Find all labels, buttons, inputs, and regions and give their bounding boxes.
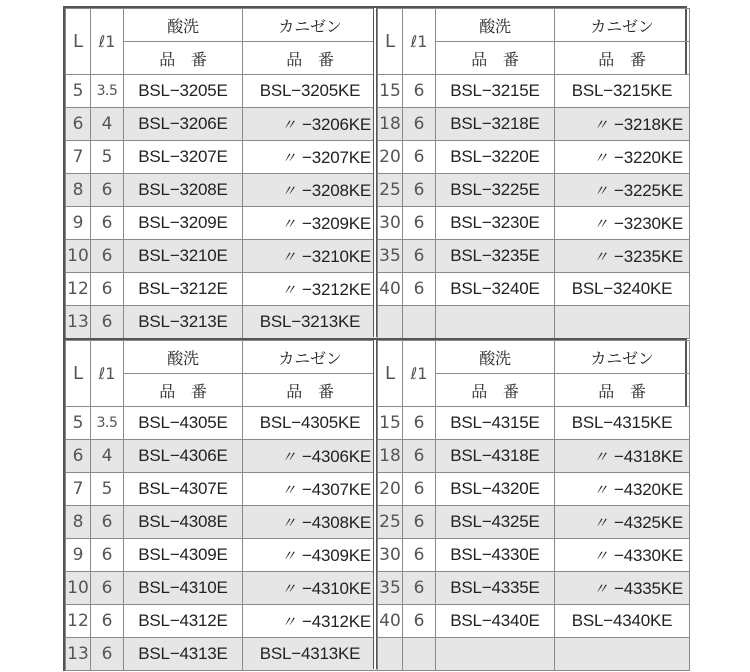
kanigen-part-number-text: −4330KE [613,545,683,565]
kanigen-part-number-cell [555,506,690,539]
kanigen-part-number-cell [555,306,690,339]
acid-part-number-cell: BSL−4320E [436,473,555,506]
table-row [66,207,378,240]
kanigen-part-number-cell: BSL−3240KE [555,273,690,306]
thread-length-cell: 6 [403,108,436,141]
header-length: L [66,341,91,407]
ditto-mark: 〃 [593,149,608,167]
acid-part-number-cell: BSL−3213E [124,306,243,339]
length-cell: 5 [66,407,91,440]
length-cell: 6 [66,108,91,141]
length-cell: 18 [378,440,403,473]
thread-length-cell: 6 [91,638,124,671]
thread-length-cell: 6 [403,207,436,240]
header-thread-length: ℓ1 [91,9,124,75]
table-row [66,407,378,440]
ditto-mark: 〃 [281,215,296,233]
length-cell: 20 [378,473,403,506]
kanigen-part-number-text: −3212KE [301,279,371,299]
kanigen-part-number-cell [243,605,378,638]
header-part-number: 品 番 [243,42,378,75]
thread-length-cell: 6 [91,240,124,273]
length-cell [378,306,403,339]
length-cell: 25 [378,174,403,207]
kanigen-part-number-cell [555,638,690,671]
kanigen-part-number-cell [555,240,690,273]
kanigen-part-number-cell [555,473,690,506]
thread-length-cell [403,638,436,671]
acid-part-number-cell: BSL−3206E [124,108,243,141]
header-part-number: 品 番 [124,42,243,75]
ditto-mark: 〃 [281,116,296,134]
header-part-number: 品 番 [555,374,690,407]
kanigen-part-number-text: −3225KE [613,180,683,200]
ditto-mark: 〃 [593,514,608,532]
header-thread-length: ℓ1 [403,341,436,407]
kanigen-part-number-cell [555,539,690,572]
acid-part-number-cell: BSL−4305E [124,407,243,440]
table-row [66,539,378,572]
kanigen-part-number-cell [243,240,378,273]
acid-part-number-cell: BSL−3208E [124,174,243,207]
length-cell: 13 [66,306,91,339]
acid-part-number-cell: BSL−4310E [124,572,243,605]
length-cell: 9 [66,539,91,572]
table-row [378,75,690,108]
kanigen-part-number-cell [555,440,690,473]
acid-part-number-cell: BSL−3209E [124,207,243,240]
acid-part-number-cell: BSL−3225E [436,174,555,207]
length-cell: 30 [378,207,403,240]
header-part-number: 品 番 [124,374,243,407]
acid-part-number-cell: BSL−3212E [124,273,243,306]
thread-length-cell: 6 [91,572,124,605]
kanigen-part-number-cell: BSL−3213KE [243,306,378,339]
length-cell: 35 [378,572,403,605]
acid-part-number-cell: BSL−3205E [124,75,243,108]
length-cell: 10 [66,572,91,605]
kanigen-part-number-text: −3208KE [301,180,371,200]
header-part-number: 品 番 [555,42,690,75]
table-row [378,473,690,506]
thread-length-cell: 6 [403,141,436,174]
ditto-mark: 〃 [593,547,608,565]
table-row [378,108,690,141]
spec-table-right-half [377,8,685,337]
kanigen-part-number-cell [555,108,690,141]
length-cell: 13 [66,638,91,671]
header-kanigen: カニゼン [243,9,378,42]
acid-part-number-cell: BSL−4307E [124,473,243,506]
length-cell [378,638,403,671]
length-cell: 6 [66,440,91,473]
table-row [378,440,690,473]
header-length: L [378,341,403,407]
length-cell: 7 [66,141,91,174]
header-part-number: 品 番 [436,42,555,75]
acid-part-number-cell: BSL−4318E [436,440,555,473]
part-number-table [65,8,378,339]
length-cell: 9 [66,207,91,240]
length-cell: 8 [66,174,91,207]
table-row [378,407,690,440]
header-length: L [378,9,403,75]
ditto-mark: 〃 [281,149,296,167]
thread-length-cell: 6 [403,473,436,506]
acid-part-number-cell: BSL−4330E [436,539,555,572]
length-cell: 20 [378,141,403,174]
thread-length-cell: 6 [91,273,124,306]
length-cell: 18 [378,108,403,141]
header-kanigen: カニゼン [555,341,690,374]
ditto-mark: 〃 [281,613,296,631]
header-kanigen: カニゼン [243,341,378,374]
kanigen-part-number-text: −4310KE [301,578,371,598]
kanigen-part-number-text: −3235KE [613,246,683,266]
length-cell: 40 [378,273,403,306]
acid-part-number-cell: BSL−3235E [436,240,555,273]
length-cell: 15 [378,407,403,440]
acid-part-number-cell: BSL−4313E [124,638,243,671]
thread-length-cell: 6 [403,407,436,440]
ditto-mark: 〃 [593,116,608,134]
kanigen-part-number-cell [243,273,378,306]
kanigen-part-number-cell: BSL−4305KE [243,407,378,440]
header-acid-wash: 酸洗 [436,341,555,374]
length-cell: 12 [66,273,91,306]
kanigen-part-number-cell [243,572,378,605]
ditto-mark: 〃 [281,248,296,266]
kanigen-part-number-cell [243,539,378,572]
ditto-mark: 〃 [593,448,608,466]
thread-length-cell: 6 [403,75,436,108]
thread-length-cell: 6 [91,306,124,339]
acid-part-number-cell: BSL−3220E [436,141,555,174]
thread-length-cell: 6 [91,539,124,572]
table-row [378,605,690,638]
thread-length-cell: 4 [91,108,124,141]
table-row [66,108,378,141]
ditto-mark: 〃 [281,514,296,532]
ditto-mark: 〃 [281,182,296,200]
kanigen-part-number-text: −4308KE [301,512,371,532]
kanigen-part-number-cell [243,506,378,539]
table-row [378,506,690,539]
kanigen-part-number-cell [555,207,690,240]
acid-part-number-cell [436,306,555,339]
spec-table-4300-series [63,338,687,671]
thread-length-cell: 6 [91,506,124,539]
kanigen-part-number-text: −4307KE [301,479,371,499]
table-row [378,207,690,240]
kanigen-part-number-cell: BSL−3205KE [243,75,378,108]
thread-length-cell: 6 [403,174,436,207]
table-row [378,174,690,207]
header-thread-length: ℓ1 [403,9,436,75]
kanigen-part-number-cell [243,473,378,506]
table-row [378,572,690,605]
kanigen-part-number-text: −4320KE [613,479,683,499]
table-row [66,605,378,638]
ditto-mark: 〃 [281,481,296,499]
length-cell: 30 [378,539,403,572]
acid-part-number-cell: BSL−4309E [124,539,243,572]
table-row [66,141,378,174]
kanigen-part-number-text: −3209KE [301,213,371,233]
table-row [66,273,378,306]
kanigen-part-number-text: −3207KE [301,147,371,167]
length-cell: 15 [378,75,403,108]
thread-length-cell: 6 [91,174,124,207]
kanigen-part-number-text: −3220KE [613,147,683,167]
thread-length-cell: 6 [403,240,436,273]
table-row [378,240,690,273]
header-part-number: 品 番 [243,374,378,407]
kanigen-part-number-cell [555,141,690,174]
header-thread-length: ℓ1 [91,341,124,407]
kanigen-part-number-text: −4325KE [613,512,683,532]
table-row [66,506,378,539]
thread-length-cell: 6 [403,273,436,306]
table-row [66,75,378,108]
length-cell: 40 [378,605,403,638]
length-cell: 5 [66,75,91,108]
kanigen-part-number-text: −3230KE [613,213,683,233]
kanigen-part-number-text: −3210KE [301,246,371,266]
table-row [66,306,378,339]
kanigen-part-number-cell [243,174,378,207]
spec-table-3200-series [63,6,687,339]
thread-length-cell: 3.5 [91,75,124,108]
kanigen-part-number-text: −3218KE [613,114,683,134]
table-row [66,473,378,506]
thread-length-cell: 3.5 [91,407,124,440]
length-cell: 12 [66,605,91,638]
length-cell: 25 [378,506,403,539]
kanigen-part-number-text: −4312KE [301,611,371,631]
thread-length-cell: 6 [403,572,436,605]
table-row [378,539,690,572]
thread-length-cell: 5 [91,141,124,174]
part-number-table [65,340,378,671]
table-row [378,273,690,306]
thread-length-cell: 6 [91,207,124,240]
ditto-mark: 〃 [281,281,296,299]
header-kanigen: カニゼン [555,9,690,42]
kanigen-part-number-cell: BSL−4340KE [555,605,690,638]
length-cell: 7 [66,473,91,506]
length-cell: 35 [378,240,403,273]
length-cell: 8 [66,506,91,539]
table-row [378,638,690,671]
ditto-mark: 〃 [593,182,608,200]
acid-part-number-cell: BSL−3215E [436,75,555,108]
kanigen-part-number-cell: BSL−4315KE [555,407,690,440]
thread-length-cell: 6 [403,440,436,473]
thread-length-cell: 6 [403,605,436,638]
kanigen-part-number-text: −4306KE [301,446,371,466]
table-row [66,440,378,473]
thread-length-cell: 5 [91,473,124,506]
kanigen-part-number-cell [555,174,690,207]
ditto-mark: 〃 [281,580,296,598]
kanigen-part-number-cell [243,108,378,141]
spec-table-right-half [377,340,685,669]
kanigen-part-number-text: −4335KE [613,578,683,598]
acid-part-number-cell: BSL−3240E [436,273,555,306]
thread-length-cell: 6 [91,605,124,638]
acid-part-number-cell: BSL−4325E [436,506,555,539]
acid-part-number-cell: BSL−3210E [124,240,243,273]
acid-part-number-cell: BSL−4335E [436,572,555,605]
spec-table-left-half [65,8,373,337]
thread-length-cell: 6 [403,506,436,539]
kanigen-part-number-text: −3206KE [301,114,371,134]
ditto-mark: 〃 [593,215,608,233]
header-length: L [66,9,91,75]
header-part-number: 品 番 [436,374,555,407]
table-row [66,572,378,605]
spec-table-left-half [65,340,373,669]
length-cell: 10 [66,240,91,273]
acid-part-number-cell: BSL−3230E [436,207,555,240]
thread-length-cell: 6 [403,539,436,572]
table-row [66,240,378,273]
header-acid-wash: 酸洗 [124,9,243,42]
ditto-mark: 〃 [593,481,608,499]
ditto-mark: 〃 [281,448,296,466]
kanigen-part-number-cell [555,572,690,605]
ditto-mark: 〃 [593,248,608,266]
kanigen-part-number-cell: BSL−3215KE [555,75,690,108]
part-number-table [377,8,690,339]
acid-part-number-cell: BSL−4312E [124,605,243,638]
acid-part-number-cell: BSL−4315E [436,407,555,440]
kanigen-part-number-cell [243,440,378,473]
part-number-table [377,340,690,671]
kanigen-part-number-cell: BSL−4313KE [243,638,378,671]
acid-part-number-cell: BSL−4308E [124,506,243,539]
acid-part-number-cell: BSL−4340E [436,605,555,638]
table-row [66,638,378,671]
acid-part-number-cell: BSL−4306E [124,440,243,473]
header-acid-wash: 酸洗 [436,9,555,42]
acid-part-number-cell: BSL−3218E [436,108,555,141]
kanigen-part-number-cell [243,141,378,174]
kanigen-part-number-cell [243,207,378,240]
kanigen-part-number-text: −4309KE [301,545,371,565]
table-row [378,141,690,174]
thread-length-cell: 4 [91,440,124,473]
ditto-mark: 〃 [593,580,608,598]
kanigen-part-number-text: −4318KE [613,446,683,466]
header-acid-wash: 酸洗 [124,341,243,374]
table-row [66,174,378,207]
thread-length-cell [403,306,436,339]
table-row [378,306,690,339]
ditto-mark: 〃 [281,547,296,565]
acid-part-number-cell: BSL−3207E [124,141,243,174]
acid-part-number-cell [436,638,555,671]
